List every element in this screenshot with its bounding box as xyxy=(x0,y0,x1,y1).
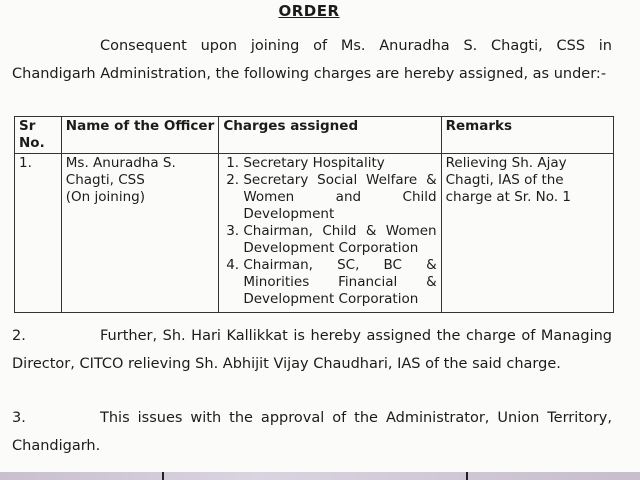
paragraph-2-text: Further, Sh. Hari Kallikkat is hereby assigned the charge of Managing Director, CITCO relieving Sh. Abhijit Vijay Chaudhari, IAS of the said charge. xyxy=(12,328,612,372)
charge-item: 3. Chairman, Child & Women Development Corporation xyxy=(243,223,436,257)
table-row xyxy=(15,154,614,313)
paragraph-3 xyxy=(12,404,612,460)
cell-remarks: Relieving Sh. Ajay Chagti, IAS of the charge at Sr. No. 1 xyxy=(441,154,613,313)
officer-note: (On joining) xyxy=(65,189,145,205)
header-sr-no: Sr No. xyxy=(15,117,62,154)
cell-charges xyxy=(219,154,441,313)
paragraph-1-text: Consequent upon joining of Ms. Anuradha S. Chagti, CSS in Chandigarh Administration, the following charges are hereby assigned, as under:- xyxy=(12,38,612,82)
paragraph-3-number: 3. xyxy=(12,410,26,426)
paragraph-3-text: This issues with the approval of the Administrator, Union Territory, Chandigarh. xyxy=(12,410,612,454)
edge-mark xyxy=(466,472,468,480)
header-remarks: Remarks xyxy=(441,117,613,154)
charges-list xyxy=(223,155,436,308)
header-charges-assigned: Charges assigned xyxy=(219,117,441,154)
page-bottom-edge xyxy=(0,472,640,480)
cell-sr-no: 1. xyxy=(15,154,62,313)
paragraph-2-number: 2. xyxy=(12,328,26,344)
cell-officer-name xyxy=(61,154,219,313)
charge-item: 4. Chairman, SC, BC & Minorities Financial & Development Corporation xyxy=(243,257,436,308)
edge-mark xyxy=(162,472,164,480)
paragraph-2 xyxy=(12,322,612,378)
charge-item: 1. Secretary Hospitality xyxy=(243,155,436,172)
paragraph-1 xyxy=(12,32,612,88)
charges-table xyxy=(14,116,614,313)
header-officer-name: Name of the Officer xyxy=(61,117,219,154)
charge-item: 2. Secretary Social Welfare & Women and Child Development xyxy=(243,172,436,223)
table-header-row xyxy=(15,117,614,154)
officer-name: Ms. Anuradha S. Chagti, CSS xyxy=(65,155,176,188)
order-title: ORDER xyxy=(278,2,340,20)
